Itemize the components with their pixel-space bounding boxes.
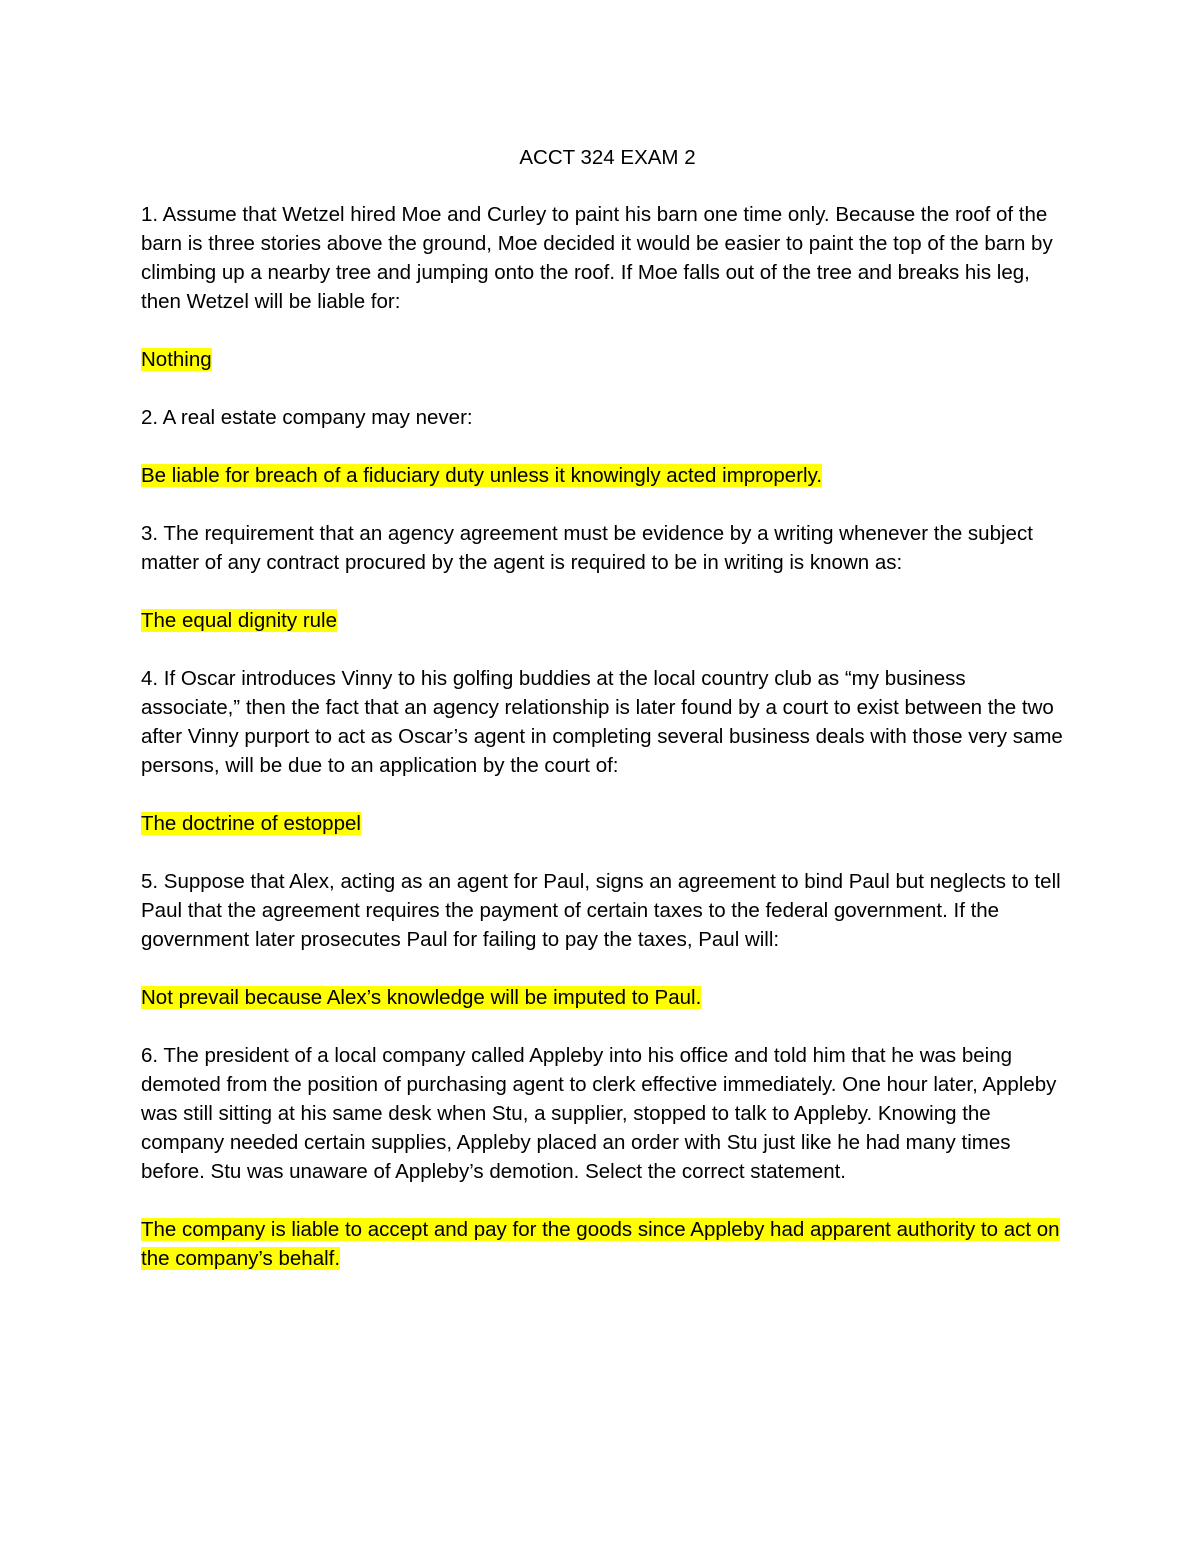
answer-3-highlight: The equal dignity rule [141, 609, 338, 632]
answer-3 [141, 606, 1066, 635]
answer-5-highlight: Not prevail because Alex’s knowledge will be imputed to Paul. [141, 986, 702, 1009]
question-2: 2. A real estate company may never: [141, 406, 473, 429]
document-title: ACCT 324 EXAM 2 [519, 146, 696, 169]
question-3: 3. The requirement that an agency agreement must be evidence by a writing whenever the subject matter of any contract procured by the agent is required to be in writing is known as: [141, 522, 1033, 574]
question-1: 1. Assume that Wetzel hired Moe and Curley to paint his barn one time only. Because the roof of the barn is three stories above the ground, Moe decided it would be easier to paint the top of the barn by climbing up a nearby tree and jumping onto the roof. If Moe falls out of the tree and breaks his leg, then Wetzel will be liable for: [141, 203, 1053, 313]
answer-2-highlight: Be liable for breach of a fiduciary duty unless it knowingly acted improperly. [141, 464, 823, 487]
question-4: 4. If Oscar introduces Vinny to his golfing buddies at the local country club as “my business associate,” then the fact that an agency relationship is later found by a court to exist between the two after Vinny purport to act as Oscar’s agent in completing several business deals with those very same persons, will be due to an application by the court of: [141, 667, 1063, 777]
answer-4 [141, 809, 1066, 838]
answer-6 [141, 1215, 1066, 1273]
answer-5 [141, 983, 1066, 1012]
question-6: 6. The president of a local company called Appleby into his office and told him that he was being demoted from the position of purchasing agent to clerk effective immediately. One hour later, Appleby was still sitting at his same desk when Stu, a supplier, stopped to talk to Appleby. Knowing the company needed certain supplies, Appleby placed an order with Stu just like he had many times before. Stu was unaware of Appleby’s demotion. Select the correct statement. [141, 1044, 1057, 1183]
answer-1-highlight: Nothing [141, 348, 212, 371]
answer-2 [141, 461, 1066, 490]
answer-4-highlight: The doctrine of estoppel [141, 812, 361, 835]
document-body [141, 143, 1066, 1302]
question-5: 5. Suppose that Alex, acting as an agent for Paul, signs an agreement to bind Paul but neglects to tell Paul that the agreement requires the payment of certain taxes to the federal government. If the government later prosecutes Paul for failing to pay the taxes, Paul will: [141, 870, 1061, 951]
answer-1 [141, 345, 1066, 374]
answer-6-highlight: The company is liable to accept and pay for the goods since Appleby had apparent authority to act on the company’s behalf. [141, 1218, 1060, 1270]
